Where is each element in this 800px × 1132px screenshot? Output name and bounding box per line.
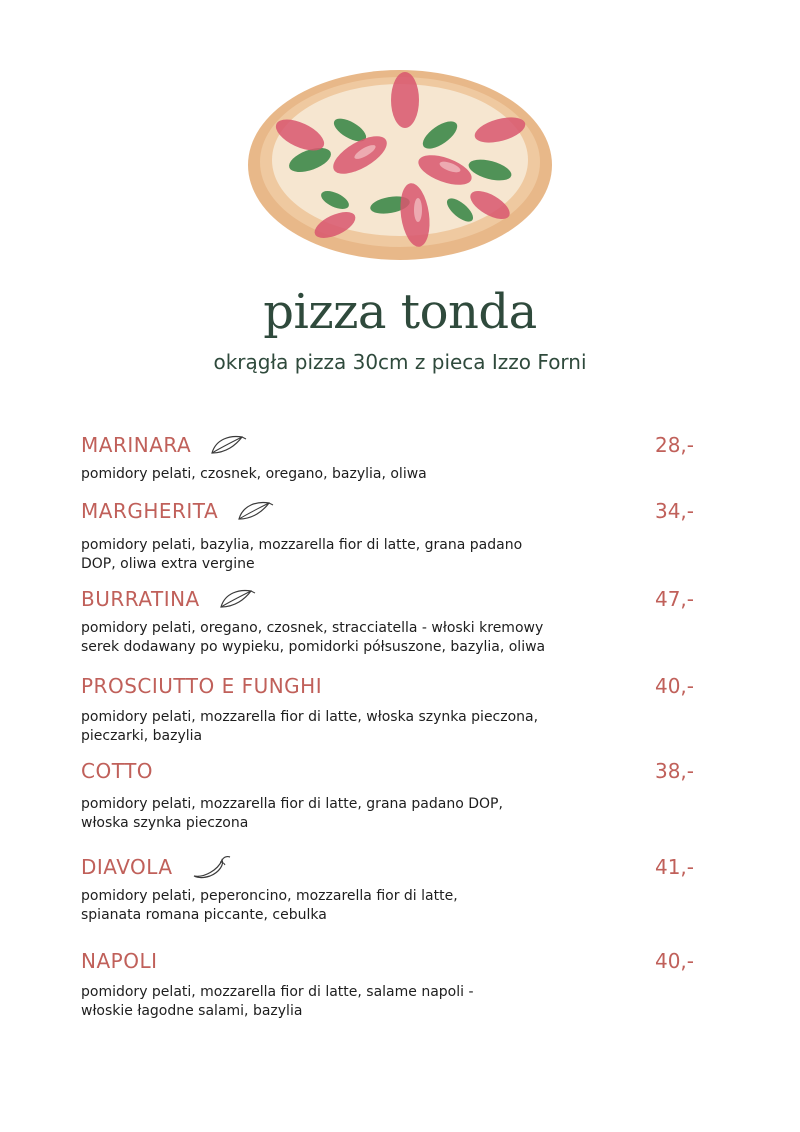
- item-name: COTTO: [81, 759, 154, 783]
- item-price: 40,-: [654, 674, 694, 698]
- chili-pepper-icon: [190, 854, 234, 880]
- page-subtitle: okrągła pizza 30cm z pieca Izzo Forni: [213, 350, 587, 374]
- menu-item-burratina: [81, 585, 701, 657]
- item-name: PROSCIUTTO E FUNGHI: [81, 674, 323, 698]
- leaf-icon: [208, 433, 248, 457]
- item-price: 40,-: [654, 949, 694, 973]
- item-name: DIAVOLA: [81, 855, 173, 879]
- page-title: pizza tonda: [263, 284, 537, 340]
- item-name: BURRATINA: [81, 587, 200, 611]
- item-description: pomidory pelati, mozzarella fior di latte, włoska szynka pieczona, pieczarki, bazylia: [81, 709, 539, 744]
- item-description: pomidory pelati, peperoncino, mozzarella fior di latte, spianata romana piccante, cebulka: [81, 888, 458, 923]
- menu-item-napoli: [81, 947, 701, 1021]
- menu-item-diavola: [81, 853, 701, 925]
- menu-item-prosciutto-e-funghi: [81, 672, 701, 746]
- item-name: MARGHERITA: [81, 499, 219, 523]
- item-description: pomidory pelati, bazylia, mozzarella fior di latte, grana padano DOP, oliwa extra vergine: [81, 537, 523, 572]
- item-description: pomidory pelati, mozzarella fior di latte, salame napoli - włoskie łagodne salami, bazylia: [81, 984, 474, 1019]
- item-price: 47,-: [654, 587, 694, 611]
- pizza-illustration: [240, 40, 560, 280]
- menu-item-margherita: [81, 497, 701, 574]
- item-name: NAPOLI: [81, 949, 158, 973]
- item-description: pomidory pelati, czosnek, oregano, bazylia, oliwa: [81, 466, 427, 482]
- item-description: pomidory pelati, mozzarella fior di latte, grana padano DOP, włoska szynka pieczona: [81, 796, 503, 831]
- item-price: 41,-: [654, 855, 694, 879]
- leaf-icon: [217, 587, 257, 611]
- leaf-icon: [235, 499, 275, 523]
- item-price: 34,-: [654, 499, 694, 523]
- item-price: 28,-: [654, 433, 694, 457]
- item-name: MARINARA: [81, 433, 192, 457]
- item-price: 38,-: [654, 759, 694, 783]
- item-description: pomidory pelati, oregano, czosnek, stracciatella - włoski kremowy serek dodawany po wypieku, pomidorki półsuszone, bazylia, oliwa: [81, 620, 546, 655]
- menu-item-marinara: [81, 431, 701, 484]
- menu-item-cotto: [81, 757, 701, 833]
